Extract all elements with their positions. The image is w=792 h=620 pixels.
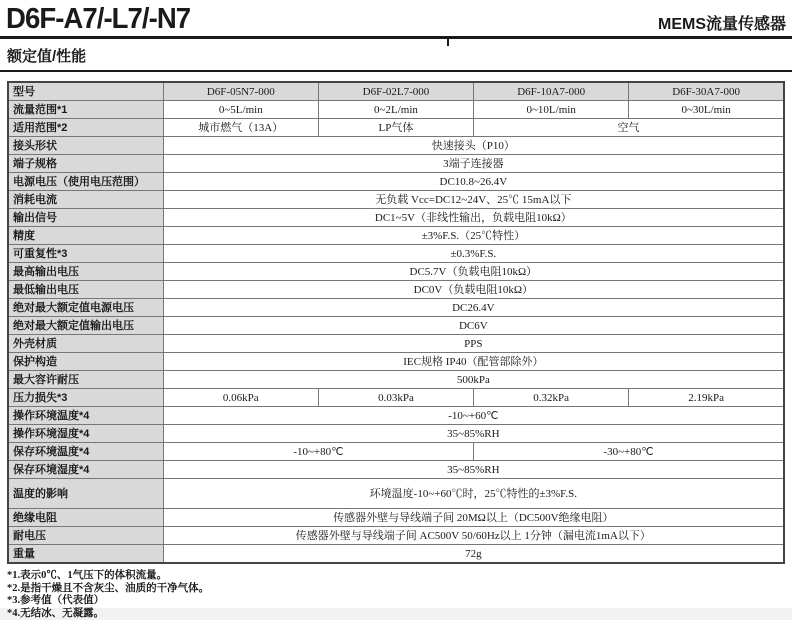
- table-row: [8, 443, 784, 461]
- spec-label-cell: 重量: [8, 545, 163, 564]
- table-row: [8, 227, 784, 245]
- spec-value-cell: 2.19kPa: [629, 389, 784, 407]
- spec-label-cell: 最大容许耐压: [8, 371, 163, 389]
- spec-table: [7, 81, 785, 564]
- spec-value-cell: -10~+60℃: [163, 407, 784, 425]
- spec-label-cell: 流量范围*1: [8, 101, 163, 119]
- table-row: [8, 137, 784, 155]
- table-row: [8, 509, 784, 527]
- spec-table-head: [8, 82, 784, 101]
- spec-value-cell: 0.03kPa: [318, 389, 473, 407]
- table-row: [8, 119, 784, 137]
- table-row: [8, 389, 784, 407]
- spec-label-cell: 电源电压（使用电压范围）: [8, 173, 163, 191]
- footnote-line: *4.无结冰、无凝露。: [7, 608, 792, 620]
- spec-value-cell: 0~10L/min: [474, 101, 629, 119]
- spec-label-cell: 压力损失*3: [8, 389, 163, 407]
- footnote-line: *2.是指干燥且不含灰尘、油质的干净气体。: [7, 583, 792, 596]
- spec-value-cell: 0~5L/min: [163, 101, 318, 119]
- table-row: [8, 353, 784, 371]
- table-row: [8, 317, 784, 335]
- spec-value-cell: 环境温度-10~+60℃时，25℃特性的±3%F.S.: [163, 479, 784, 509]
- spec-label-cell: 输出信号: [8, 209, 163, 227]
- spec-label-cell: 保存环境湿度*4: [8, 461, 163, 479]
- spec-label-cell: 端子规格: [8, 155, 163, 173]
- spec-value-cell: 0.32kPa: [474, 389, 629, 407]
- product-category-label: MEMS流量传感器: [658, 16, 786, 34]
- spec-value-cell: 传感器外壁与导线端子间 20MΩ以上（DC500V绝缘电阻）: [163, 509, 784, 527]
- section-divider-rule: [0, 70, 792, 72]
- table-row: [8, 527, 784, 545]
- masthead: [0, 0, 792, 36]
- table-row: [8, 191, 784, 209]
- table-row: [8, 299, 784, 317]
- spec-label-cell: 适用范围*2: [8, 119, 163, 137]
- spec-label-cell: 外壳材质: [8, 335, 163, 353]
- footnote-line: *3.参考值（代表值）: [7, 595, 792, 608]
- spec-value-cell: LP气体: [318, 119, 473, 137]
- spec-value-cell: -30~+80℃: [474, 443, 784, 461]
- table-row: [8, 479, 784, 509]
- table-row: [8, 263, 784, 281]
- spec-label-cell: 操作环境温度*4: [8, 407, 163, 425]
- spec-value-cell: DC6V: [163, 317, 784, 335]
- spec-value-cell: 35~85%RH: [163, 425, 784, 443]
- table-row: [8, 245, 784, 263]
- spec-label-cell: 操作环境湿度*4: [8, 425, 163, 443]
- spec-value-cell: -10~+80℃: [163, 443, 473, 461]
- spec-value-cell: DC0V（负载电阻10kΩ）: [163, 281, 784, 299]
- spec-value-cell: 500kPa: [163, 371, 784, 389]
- spec-label-cell: 接头形状: [8, 137, 163, 155]
- spec-value-cell: 72g: [163, 545, 784, 564]
- spec-value-cell: 城市燃气（13A）: [163, 119, 318, 137]
- spec-label-cell: 绝对最大额定值电源电压: [8, 299, 163, 317]
- table-row: [8, 425, 784, 443]
- table-row: [8, 173, 784, 191]
- spec-value-cell: ±3%F.S.（25℃特性）: [163, 227, 784, 245]
- spec-value-cell: 传感器外壁与导线端子间 AC500V 50/60Hz以上 1分钟（漏电流1mA以下）: [163, 527, 784, 545]
- table-row: [8, 335, 784, 353]
- table-row: [8, 545, 784, 564]
- spec-value-cell: DC5.7V（负载电阻10kΩ）: [163, 263, 784, 281]
- model-row-label-cell: 型号: [8, 82, 163, 101]
- spec-label-cell: 保存环境温度*4: [8, 443, 163, 461]
- table-row: [8, 155, 784, 173]
- spec-value-cell: 0~30L/min: [629, 101, 784, 119]
- spec-label-cell: 绝缘电阻: [8, 509, 163, 527]
- table-row: [8, 371, 784, 389]
- spec-value-cell: 0.06kPa: [163, 389, 318, 407]
- spec-label-cell: 保护构造: [8, 353, 163, 371]
- spec-value-cell: 35~85%RH: [163, 461, 784, 479]
- table-row: [8, 209, 784, 227]
- spec-label-cell: 最高输出电压: [8, 263, 163, 281]
- spec-value-cell: 3端子连接器: [163, 155, 784, 173]
- spec-value-cell: DC26.4V: [163, 299, 784, 317]
- spec-label-cell: 绝对最大额定值输出电压: [8, 317, 163, 335]
- table-header-row: [8, 82, 784, 101]
- model-header-cell: D6F-02L7-000: [318, 82, 473, 101]
- spec-value-cell: 空气: [474, 119, 784, 137]
- table-row: [8, 281, 784, 299]
- title-divider-rule: [0, 36, 792, 39]
- model-header-cell: D6F-30A7-000: [629, 82, 784, 101]
- spec-label-cell: 最低输出电压: [8, 281, 163, 299]
- spec-label-cell: 精度: [8, 227, 163, 245]
- spec-value-cell: DC1~5V（非线性输出，负载电阻10kΩ）: [163, 209, 784, 227]
- spec-value-cell: 快速接头（P10）: [163, 137, 784, 155]
- spec-table-body: [8, 101, 784, 564]
- page-title: D6F-A7/-L7/-N7: [6, 4, 190, 34]
- model-header-cell: D6F-10A7-000: [474, 82, 629, 101]
- spec-value-cell: ±0.3%F.S.: [163, 245, 784, 263]
- footnotes: [7, 570, 792, 620]
- spec-label-cell: 耐电压: [8, 527, 163, 545]
- spec-value-cell: PPS: [163, 335, 784, 353]
- spec-label-cell: 可重复性*3: [8, 245, 163, 263]
- table-row: [8, 101, 784, 119]
- table-row: [8, 461, 784, 479]
- spec-value-cell: 0~2L/min: [318, 101, 473, 119]
- table-row: [8, 407, 784, 425]
- section-title: 额定值/性能: [7, 48, 792, 65]
- spec-value-cell: IEC规格 IP40（配管部除外）: [163, 353, 784, 371]
- spec-label-cell: 消耗电流: [8, 191, 163, 209]
- spec-value-cell: 无负载 Vcc=DC12~24V、25℃ 15mA以下: [163, 191, 784, 209]
- divider-tick-mark: [447, 39, 449, 46]
- footnote-line: *1.表示0℃、1气压下的体积流量。: [7, 570, 792, 583]
- spec-value-cell: DC10.8~26.4V: [163, 173, 784, 191]
- model-header-cell: D6F-05N7-000: [163, 82, 318, 101]
- spec-label-cell: 温度的影响: [8, 479, 163, 509]
